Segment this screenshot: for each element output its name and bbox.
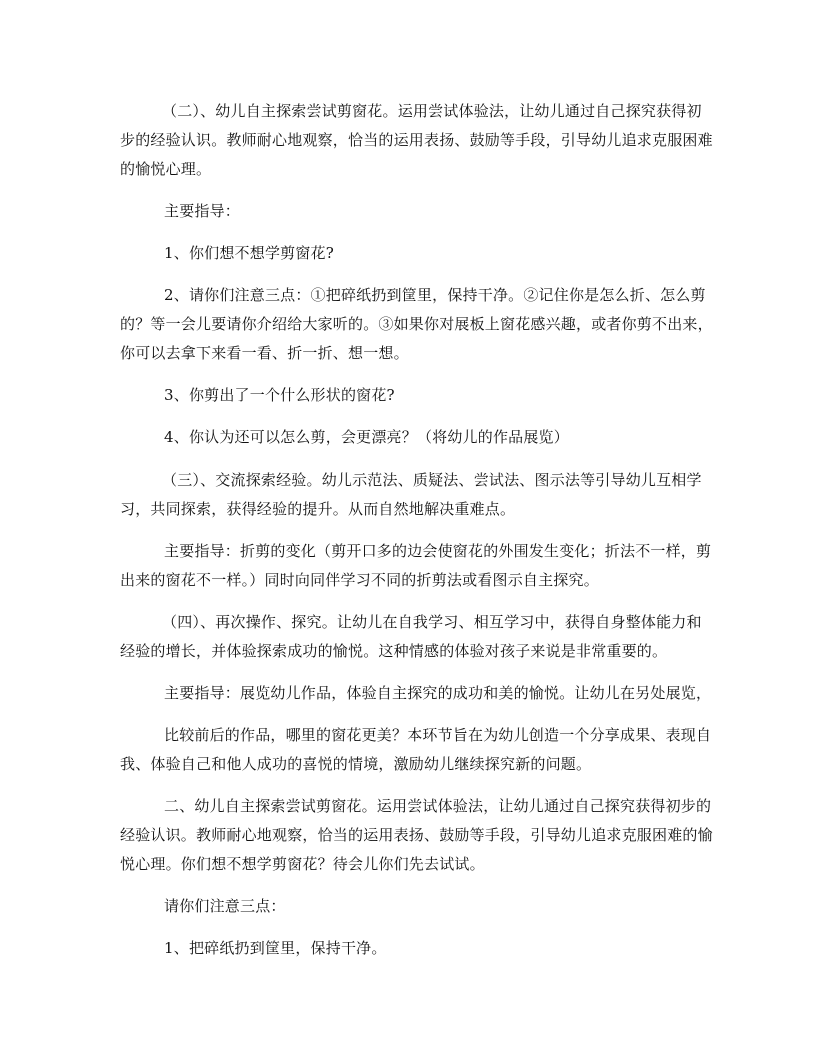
paragraph-line: 经验认识。教师耐心地观察，恰当的运用表扬、鼓励等手段，引导幼儿追求克服困难的愉 — [120, 826, 713, 844]
paragraph-line: 比较前后的作品，哪里的窗花更美？本环节旨在为幼儿创造一个分享成果、表现自 — [164, 726, 712, 744]
list-item: 1、你们想不想学剪窗花? — [164, 244, 334, 262]
paragraph-line: （二）、幼儿自主探索尝试剪窗花。运用尝试体验法，让幼儿通过自己探究获得初 — [162, 102, 702, 120]
paragraph-line: 主要指导：折剪的变化（剪开口多的边会使窗花的外围发生变化；折法不一样，剪 — [164, 542, 712, 560]
paragraph-line: 二、幼儿自主探索尝试剪窗花。运用尝试体验法，让幼儿通过自己探究获得初步的 — [164, 797, 712, 815]
paragraph-line: 悦心理。你们想不想学剪窗花？待会儿你们先去试试。 — [120, 855, 485, 873]
list-item: 4、你认为还可以怎么剪，会更漂亮？（将幼儿的作品展览） — [164, 428, 569, 446]
section-heading: 请你们注意三点： — [164, 897, 286, 915]
paragraph-line: 步的经验认识。教师耐心地观察，恰当的运用表扬、鼓励等手段，引导幼儿追求克服困难 — [120, 131, 713, 149]
paragraph-line: 你可以去拿下来看一看、折一折、想一想。 — [120, 344, 409, 362]
list-item: 3、你剪出了一个什么形状的窗花? — [164, 386, 395, 404]
paragraph-line: 出来的窗花不一样。）同时向同伴学习不同的折剪法或看图示自主探究。 — [120, 571, 599, 589]
paragraph-line: （四）、再次操作、探究。让幼儿在自我学习、相互学习中，获得自身整体能力和 — [162, 613, 702, 631]
paragraph-line: 主要指导：展览幼儿作品，体验自主探究的成功和美的愉悦。让幼儿在另处展览， — [164, 684, 712, 702]
paragraph-line: （三）、交流探索经验。幼儿示范法、质疑法、尝试法、图示法等引导幼儿互相学 — [162, 471, 702, 489]
paragraph-line: 我、体验自己和他人成功的喜悦的情境，激励幼儿继续探究新的问题。 — [120, 755, 592, 773]
list-item: 1、把碎纸扔到筐里，保持干净。 — [164, 939, 387, 957]
paragraph-line: 习，共同探索，获得经验的提升。从而自然地解决重难点。 — [120, 500, 516, 518]
list-item: 2、请你们注意三点：①把碎纸扔到筐里，保持干净。②记住你是怎么折、怎么剪 — [164, 286, 706, 304]
section-heading: 主要指导： — [164, 202, 241, 220]
paragraph-line: 的愉悦心理。 — [120, 160, 212, 178]
paragraph-line: 经验的增长，并体验探索成功的愉悦。这种情感的体验对孩子来说是非常重要的。 — [120, 642, 668, 660]
paragraph-line: 的？等一会儿要请你介绍给大家听的。③如果你对展板上窗花感兴趣，或者你剪不出来， — [120, 315, 713, 333]
